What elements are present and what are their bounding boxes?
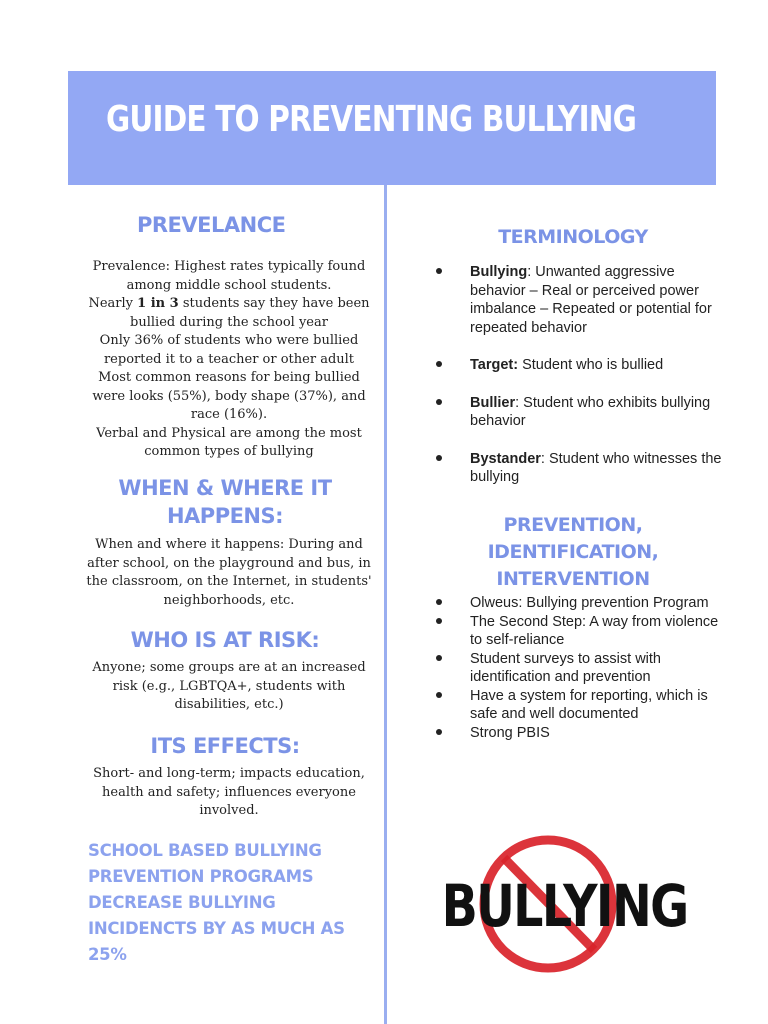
prevention-item-text: Olweus: Bullying prevention Program	[470, 595, 709, 611]
terminology-heading: TERMINOLOGY	[498, 226, 648, 248]
at-risk-line: disabilities, etc.)	[174, 697, 284, 712]
term-definition: : Student who witnesses the bullying	[470, 450, 722, 485]
when-where-heading: WHEN & WHERE IT HAPPENS:	[118, 476, 332, 528]
prevention-item	[434, 724, 734, 743]
term-label: Bullying	[470, 264, 528, 280]
prevalence-line: among middle school students.	[126, 277, 332, 293]
page-title: GUIDE TO PREVENTING BULLYING	[106, 99, 637, 140]
column-divider	[384, 185, 387, 1024]
prevalence-nearly: Nearly	[88, 296, 133, 311]
terminology-list	[434, 263, 734, 506]
bullet-icon	[436, 599, 442, 605]
prevention-item	[434, 594, 734, 613]
bullet-icon	[436, 729, 442, 735]
when-where-line: When and where it happens: During and	[95, 537, 363, 552]
at-risk-line: risk (e.g., LGBTQA+, students with	[112, 678, 346, 694]
bullet-icon	[436, 692, 442, 698]
term-item-bullier	[434, 394, 734, 431]
callout-statistic: SCHOOL BASED BULLYING PREVENTION PROGRAMS DECREASE BULLYING INCIDENCTS BY AS MUCH AS 25%	[88, 841, 345, 964]
prevention-item-text: Student surveys to assist with identification and prevention	[470, 650, 661, 685]
prevalence-line: Verbal and Physical are among the most	[96, 425, 362, 441]
prevalence-stat: 1 in 3	[137, 296, 179, 311]
when-where-line: after school, on the playground and bus, in	[87, 555, 371, 571]
term-item-bystander	[434, 450, 734, 487]
prevention-item	[434, 613, 734, 650]
term-definition: : Unwanted aggressive behavior – Real or perceived power imbalance – Repeated or potential for repeated behavior	[470, 264, 712, 336]
prevention-item-text: Strong PBIS	[470, 724, 550, 741]
prevalence-line: race (16%).	[190, 407, 268, 422]
term-label: Bystander	[470, 450, 541, 467]
bullet-icon	[436, 455, 442, 461]
prevalence-line: Only 36% of students who were bullied	[99, 333, 359, 348]
logo-word: BULLYING	[441, 872, 688, 940]
prevention-item	[434, 650, 734, 687]
at-risk-line: Anyone; some groups are at an increased	[92, 660, 366, 675]
prevention-list	[434, 594, 734, 742]
title-banner	[68, 71, 716, 185]
prevalence-text	[82, 258, 376, 462]
prevention-item-text: Have a system for reporting, which is safe and well documented	[470, 687, 708, 722]
prevalence-line: common types of bullying	[144, 444, 314, 459]
bullet-icon	[436, 399, 442, 405]
prevalence-line: were looks (55%), body shape (37%), and	[92, 388, 366, 404]
effects-text	[82, 765, 376, 821]
term-item-bullying	[434, 263, 734, 337]
effects-heading: ITS EFFECTS:	[150, 734, 300, 758]
when-where-line: neighborhoods, etc.	[163, 592, 295, 608]
term-definition: Student who is bullied	[518, 357, 664, 373]
when-where-line: the classroom, on the Internet, in students'	[86, 574, 372, 589]
term-definition: : Student who exhibits bullying behavior	[470, 394, 711, 429]
prevention-heading: PREVENTION, IDENTIFICATION, INTERVENTION	[487, 514, 659, 590]
term-item-target	[434, 356, 734, 375]
prevalence-line: Prevalence: Highest rates typically found	[92, 259, 366, 274]
at-risk-text	[82, 659, 376, 715]
prevalence-line: reported it to a teacher or other adult	[103, 351, 355, 367]
bullet-icon	[436, 361, 442, 367]
effects-line: health and safety; influences everyone	[102, 784, 356, 800]
bullet-icon	[436, 618, 442, 624]
bullet-icon	[436, 268, 442, 274]
term-label: Target:	[470, 357, 519, 373]
effects-line: Short- and long-term; impacts education,	[93, 766, 365, 781]
prevalence-line: bullied during the school year	[130, 314, 328, 330]
prevention-item	[434, 687, 734, 724]
prevalence-line: Most common reasons for being bullied	[98, 370, 360, 385]
prevention-item-text: The Second Step: A way from violence to self-reliance	[470, 613, 719, 648]
bullet-icon	[436, 655, 442, 661]
prevalence-heading: PREVELANCE	[137, 213, 286, 237]
when-where-text	[82, 536, 376, 610]
effects-line: involved.	[199, 803, 259, 818]
prevalence-stat-rest: students say they have been	[182, 296, 370, 311]
at-risk-heading: WHO IS AT RISK:	[130, 628, 320, 652]
term-label: Bullier	[470, 394, 516, 411]
no-bullying-logo	[418, 832, 688, 978]
prevalence-stat-line	[82, 295, 376, 314]
